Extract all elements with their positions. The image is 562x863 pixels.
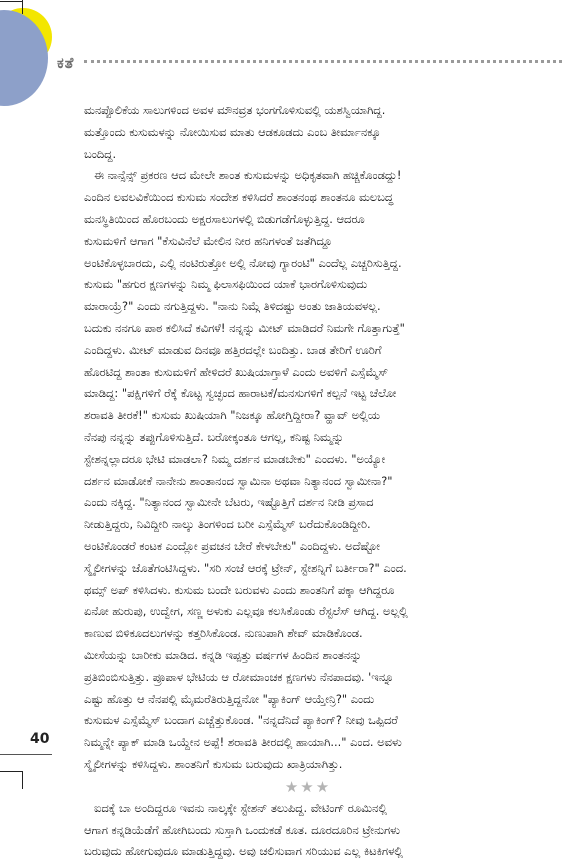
text-line: ದರ್ಶನ ಮಾಡೋಕೆ ನಾನೇನು ಶಾಂತಾನಂದ ಸ್ವಾಮಿನಾ ಅಥವಾ ನಿತ್ಯಾನಂದ ಸ್ವಾಮೀನಾ?": [84, 473, 393, 488]
text-line: ನೆನಪು ನನ್ನನ್ನು ತಪ್ಪುಗೊಳಿಸುತ್ತಿದೆ. ಬರೋಕ್ಕಂತೂ ಆಗಲ್ಲ, ಕನಿಷ್ಟ ನಿಮ್ಮನ್ನು: [84, 429, 344, 444]
section-label: ಕತೆ: [57, 54, 75, 72]
story-text-column: [84, 100, 532, 863]
text-line: ಅಂಟಿಕೊಳ್ಳಬಾರದು, ಎಲ್ಲಿ ನಂಟಿರುತ್ತೋ ಅಲ್ಲಿ ನೋವು ಗ್ಯಾರಂಟಿ" ಎಂದೆಲ್ಲ ಎಚ್ಚರಿಸುತ್ತಿದ್ದ.: [84, 255, 402, 270]
crop-mark: [0, 1, 22, 2]
text-line: ಎಂದಿದ್ದಳು. ಮೀಟ್ ಮಾಡುವ ದಿನವೂ ಹತ್ತಿರದಲ್ಲೇ ಬಂದಿತ್ತು. ಬಾಡ ತೇರಿಗೆ ಊರಿಗೆ: [84, 342, 382, 357]
page-number-rule: [0, 754, 52, 755]
text-line: ಬಂದಿದ್ದ.: [84, 146, 117, 161]
text-line: ಸ್ಟೇಶನ್ನಲ್ಲಾದರೂ ಭೇಟಿ ಮಾಡಲಾ? ನಿಮ್ಮ ದರ್ಶನ ಮಾಡಬೇಕು" ಎಂದಳು. "ಅಯ್ಯೋ: [84, 451, 386, 466]
text-line: ಈ ನಾನ್ಸೆನ್ಸ್ ಪ್ರಕರಣ ಆದ ಮೇಲೇ ಶಾಂತ ಕುಸುಮಳನ್ನು ಅಧಿಕೃತವಾಗಿ ಹಚ್ಚಿಕೊಂಡದ್ದು!: [94, 168, 402, 183]
text-line: ಮೀಸೆಯನ್ನು ಬಾರೀಕು ಮಾಡಿದ. ಕನ್ನಡಿ ಇಪ್ಪತ್ತು ವರ್ಷಗಳ ಹಿಂದಿನ ಶಾಂತನನ್ನು: [84, 647, 362, 662]
text-line: ಎಂದು ನಕ್ಕಿದ್ದ. "ನಿತ್ಯಾನಂದ ಸ್ವಾಮೀನೇ ಬೆಟರು, ಇಷ್ಟೊತ್ತಿಗೆ ದರ್ಶನ ನೀಡಿ ಪ್ರಸಾದ: [84, 495, 374, 510]
crop-mark: [22, 771, 23, 789]
text-line: ಬದುಕು ನನಗೂ ಪಾಠ ಕಲಿಸಿದೆ ಕವಿಗಳೆ! ನನ್ನನ್ನು ಮೀಟ್ ಮಾಡಿದರೆ ನಿಮಗೇ ಗೊತ್ತಾಗುತ್ತೆ": [84, 320, 405, 335]
text-line: ಆಗಾಗ ಕನ್ನಡಿಯೆಡೆಗೆ ಹೋಗಿಬಂದು ಸುಸ್ತಾಗಿ ಒಂದುಕಡೆ ಕೂತ. ದೂರದೂರಿನ ಟ್ರೇನುಗಳು: [84, 822, 400, 837]
crop-mark: [22, 0, 23, 14]
dotted-header-rule: [84, 60, 562, 63]
text-line: ಪ್ರತಿಬಿಂಬಿಸುತ್ತಿತ್ತು. ಪ್ರೂಪಾಳ ಭೇಟಿಯ ಆ ರೋಮಾಂಚಕ ಕ್ಷಣಗಳು ನೆನಪಾದವು. 'ಇನ್ನೂ: [84, 669, 394, 684]
text-line: ಸ್ಮೈಲೀಗಳನ್ನು ಜೊತೆಗಂಟಿಸಿದ್ದಳು. "ಸರಿ ಸಂಜೆ ಆರಕ್ಕೆ ಟ್ರೇನ್, ಸ್ಟೇಶನ್ನಿಗೆ ಬರ್ತೀರಾ?" ಎಂದ.: [84, 560, 407, 575]
text-line: ಕಾಣುವ ಬಿಳಿಕೂದಲುಗಳನ್ನು ಕತ್ತರಿಸಿಕೊಂಡ. ನುಣುಪಾಗಿ ಶೇವ್ ಮಾಡಿಕೊಂಡ.: [84, 626, 363, 641]
page-number: 40: [30, 731, 50, 747]
paragraph: [84, 165, 532, 775]
text-line: ಮಾಡಿದ್ದ: "ಪಕ್ಷಿಗಳಿಗೆ ರೆಕ್ಕೆ ಕೊಟ್ಟ ಸ್ವಚ್ಛಂದ ಹಾರಾಟಕೆ/ಮನಸುಗಳಿಗೆ ಕಲ್ಪನೆ ಇಟ್ಟ ಚೆಲೋ: [84, 386, 397, 401]
text-line: ಕುಸುಮ "ಹಗುರ ಕ್ಷಣಗಳನ್ನು ನಿಮ್ಮ ಫಿಲಾಸಫಿಯಿಂದ ಯಾಕೆ ಭಾರಗೊಳಿಸುವುದು: [84, 277, 368, 292]
text-line: ಮಾರಾಯ್ರೆ?" ಎಂದು ನಗುತ್ತಿದ್ದಳು. "ನಾನು ನಿಮ್ಗೆ ತಿಳಿದಷ್ಟು ಅಂತು ಜಾತಿಯವಳಲ್ಲ.: [84, 299, 381, 314]
crop-mark: [0, 771, 22, 772]
section-separator: ★★★: [284, 777, 332, 796]
text-line: ಎಷ್ಟು ಹೊತ್ತು ಆ ನೆನಪಲ್ಲಿ ಮೈಮರೆತಿರುತ್ತಿದ್ದನೋ "ಪ್ಯಾಕಿಂಗ್ ಆಯ್ತೇನ್ರಿ?" ಎಂದು: [84, 691, 375, 706]
text-line: ನೀಡುತ್ತಿದ್ದರು, ನಿವಿದ್ದೀರಿ ನಾಲ್ಕು ತಿಂಗಳಿಂದ ಬರೀ ಎಸ್ಸೆಮ್ಮೆಸ್ ಬರೆದುಕೊಂಡಿದ್ದೀರಿ.: [84, 517, 371, 532]
text-line: ಕುಸುಮಳಿಗೆ ಆಗಾಗ "ಕೆಸುವಿನೆಲೆ ಮೇಲಿನ ನೀರ ಹನಿಗಳಂತೆ ಜತೆಗಿದ್ದೂ: [84, 233, 333, 248]
text-line: ಅಂಟಿಕೊಂಡರೆ ಕಂಟಕ ಎಂದ್ಲೋ ಪ್ರವಚನ ಬೇರೆ ಕೇಳಬೇಕು" ಎಂದಿದ್ದಳು. ಅದೆಷ್ಟೋ: [84, 538, 380, 553]
text-line: ಮತ್ತೊಂದು ಕುಸುಮಳನ್ನು ನೋಯಿಸುವ ಮಾತು ಆಡಕೂಡದು ಎಂಬ ತೀರ್ಮಾನಕ್ಕೂ: [84, 124, 381, 139]
text-line: ಏನೋ ಹುರುಪು, ಉದ್ವೇಗ, ಸಣ್ಣ ಅಳುಕು ಎಲ್ಲವೂ ಕಲಸಿಕೊಂಡು ರೆಸ್ಟಲೆಸ್ ಆಗಿದ್ದ. ಅಲ್ಲಲ್ಲಿ: [84, 604, 408, 619]
text-line: ಶರಾವತಿ ತೀರಕೆ!" ಕುಸುಮ ಖುಷಿಯಾಗಿ "ನಿಜಕ್ಕೂ ಹೋಗ್ತಿದ್ದೀರಾ? ವ್ಹಾವ್ ಅಲ್ಲಿಯ: [84, 408, 380, 423]
text-line: ನಿಮ್ಮನ್ನೇ ಪ್ಯಾಕ್ ಮಾಡಿ ಒಯ್ದೇನ ಅಪ್ಪೆ! ಶರಾವತಿ ತೀರದಲ್ಲಿ ಹಾಯಾಗಿ..." ಎಂದ. ಅವಳು: [84, 735, 402, 750]
text-line: ಸ್ಮೈಲೀಗಳನ್ನು ಕಳಿಸಿದ್ದಳು. ಶಾಂತನಿಗೆ ಕುಸುಮ ಬರುವುದು ಖಾತ್ರಿಯಾಗಿತ್ತು.: [84, 756, 343, 771]
text-line: ಥಮ್ಸ್ ಅಪ್ ಕಳಿಸಿದಳು. ಕುಸುಮ ಬಂದೇ ಬರುವಳು ಎಂದು ಶಾಂತನಿಗೆ ಪಕ್ಕಾ ಆಗಿದ್ದರೂ: [84, 582, 395, 597]
text-line: ಎಂದಿನ ಲವಲವಿಕೆಯಿಂದ ಕುಸುಮ ಸಂದೇಶ ಕಳಿಸಿದರೆ ಶಾಂತನಂಥ ಶಾಂತನೂ ಮಲಬದ್ಧ: [84, 190, 394, 205]
paragraph: [84, 100, 532, 165]
text-line: ಕುಸುಮಳ ಎಸ್ಸೆಮ್ಮೆಸ್ ಬಂದಾಗ ಎಚ್ಚೆತ್ತುಕೊಂಡ. "ನನ್ನದೆನಿದೆ ಪ್ಯಾಕಿಂಗ್? ನೀವು ಒಪ್ಪಿದರೆ: [84, 713, 398, 728]
text-line: ಮನಸ್ಥಿತಿಯಿಂದ ಹೊರಬಂದು ಅಕ್ಷರಸಾಲುಗಳಲ್ಲಿ ಬಿಡುಗಡೆಗೊಳ್ಳುತ್ತಿದ್ದ. ಆದರೂ: [84, 211, 365, 226]
text-line: ಹೊರಟಿದ್ದ ಶಾಂತಾ ಕುಸುಮಳಿಗೆ ಹೇಳಿದರೆ ಖುಷಿಯಾಗ್ತಾಳೆ ಎಂದು ಅವಳಿಗೆ ಎಸ್ಸೆಮ್ಮೆಸ್: [84, 364, 389, 379]
text-line: ಮನಪ್ಪೊಲಿಕೆಯ ಸಾಲುಗಳಿಂದ ಅವಳ ಮೌನವ್ರತ ಭಂಗಗೊಳಿಸುವಲ್ಲಿ ಯಶಸ್ವಿಯಾಗಿದ್ದ.: [84, 103, 386, 117]
paragraph: [84, 798, 532, 863]
text-line: ಐದಕ್ಕೆ ಬಾ ಅಂದಿದ್ದರೂ ಇವನು ನಾಲ್ಕಕ್ಕೇ ಸ್ಟೇಶನ್ ತಲುಪಿದ್ದ. ವೇಟಿಂಗ್ ರೂಮಿನಲ್ಲಿ: [94, 800, 387, 815]
text-line: ಬರುವುದು ಹೋಗುವುದೂ ಮಾಡುತ್ತಿದ್ದವು. ಅವು ಚಲಿಸುವಾಗ ಸರಿಯುವ ಎಲ್ಲ ಕಿಟಕಿಗಳಲ್ಲಿ: [84, 844, 403, 859]
